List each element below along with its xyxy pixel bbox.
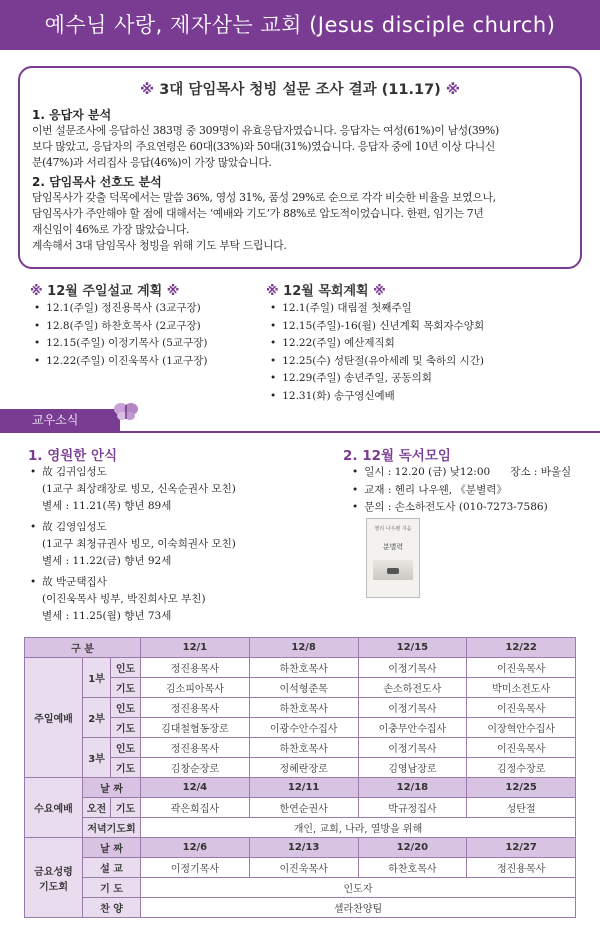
list-item: • 12.31(화) 송구영신예배 [270, 388, 484, 406]
friday-service-label: 금요성령 기도회 [25, 838, 83, 918]
table-cell: 이진욱목사 [249, 858, 358, 878]
table-cell: 이진욱목사 [467, 658, 576, 678]
sermon-plan-title: ※ 12월 주일설교 계획 ※ [30, 284, 180, 299]
role-label: 기도 [111, 678, 141, 698]
church-banner: 예수님 사랑, 제자삼는 교회 (Jesus disciple church) [0, 0, 600, 50]
reading-title: 2. 12월 독서모임 [343, 448, 451, 464]
table-cell: 이진욱목사 [467, 738, 576, 758]
date-label: 날 짜 [83, 778, 141, 798]
table-header-date: 12/22 [467, 638, 576, 658]
list-item: • 故 박군택집사 (이진욱목사 빙부, 박진희사모 부친) 별세 : 11.25(월) 향년 73세 [30, 574, 330, 625]
table-cell: 이정기목사 [358, 658, 467, 678]
table-cell: 정진용목사 [141, 658, 250, 678]
list-item: • 故 김영임성도 (1교구 최청규권사 빙모, 이숙희권사 모친) 별세 : 11.22(금) 향년 92세 [30, 519, 330, 570]
list-item: • 일시 : 12.20 (금) 낮12:00 장소 : 바울실 [352, 464, 571, 482]
role-label: 설 교 [83, 858, 141, 878]
table-cell: 인도자 [141, 878, 576, 898]
table-cell: 이충무안수집사 [358, 718, 467, 738]
table-cell: 김영남장로 [358, 758, 467, 778]
table-cell: 개인, 교회, 나라, 열방을 위해 [141, 818, 576, 838]
table-header-date: 12/6 [141, 838, 250, 858]
table-cell: 이진욱목사 [467, 698, 576, 718]
table-cell: 박규정집사 [358, 798, 467, 818]
farewell-list [30, 464, 330, 629]
table-cell: 이정기목사 [141, 858, 250, 878]
table-header-date: 12/25 [467, 778, 576, 798]
role-label: 기 도 [83, 878, 141, 898]
table-cell: 박미소전도사 [467, 678, 576, 698]
survey-section-2-text: 담임목사가 갖출 덕목에서는 말씀 36%, 영성 31%, 품성 29%로 순으로 각각 비슷한 비율을 보였으나, 담임목사가 주안해야 할 점에 대해서는 ‘예배와 기도’가 88%로 압도적이었습니다. 한편, 임기는 7년 재신임이 46%로 가장 많았습니다. 계속해서 3대 담임목사 청빙을 위해 기도 부탁 드립니다. [32, 191, 496, 252]
sunday-service-label: 주일예배 [25, 658, 83, 778]
list-item: • 교재 : 헨리 나우웬, 《분별력》 [352, 482, 571, 500]
ministry-plan-title: ※ 12월 목회계획 ※ [266, 284, 386, 299]
table-header-date: 12/27 [467, 838, 576, 858]
table-cell: 정혜란장로 [249, 758, 358, 778]
table-cell: 이정기목사 [358, 738, 467, 758]
table-cell: 이장혁안수집사 [467, 718, 576, 738]
role-label: 인도 [111, 738, 141, 758]
list-item: • 故 김귀임성도 (1교구 최상래장로 빙모, 신옥순권사 모친) 별세 : 11.21(목) 향년 89세 [30, 464, 330, 515]
table-header-date: 12/11 [249, 778, 358, 798]
survey-section-2-heading: 2. 담임목사 선호도 분석 [32, 175, 162, 189]
wednesday-service-label: 수요예배 [25, 778, 83, 838]
table-cell: 성탄절 [467, 798, 576, 818]
book-cover-image [373, 560, 413, 580]
table-cell: 정진용목사 [141, 698, 250, 718]
table-cell: 한연순권사 [249, 798, 358, 818]
butterfly-icon [113, 400, 139, 422]
role-label: 찬 양 [83, 898, 141, 918]
table-header-date: 12/13 [249, 838, 358, 858]
survey-title: ※ 3대 담임목사 청빙 설문 조사 결과 (11.17) ※ [140, 82, 460, 98]
survey-box [18, 66, 582, 269]
table-cell: 셀라찬양팀 [141, 898, 576, 918]
role-label: 기도 [111, 718, 141, 738]
book-cover: 헨리 나우웬 지음 분별력 [366, 518, 420, 598]
table-header-date: 12/20 [358, 838, 467, 858]
sermon-plan-list [34, 300, 207, 370]
list-item: • 12.1(주일) 대림절 첫째주일 [270, 300, 484, 318]
table-cell: 하찬호목사 [249, 658, 358, 678]
list-item: • 문의 : 손소하전도사 (010-7273-7586) [352, 499, 571, 517]
reading-info-list [352, 464, 571, 517]
list-item: • 12.29(주일) 송년주일, 공동의회 [270, 370, 484, 388]
list-item: • 12.8(주일) 하찬호목사 (2교구장) [34, 318, 207, 336]
table-cell: 손소하전도사 [358, 678, 467, 698]
table-header-date: 12/8 [249, 638, 358, 658]
farewell-title: 1. 영원한 안식 [28, 448, 118, 464]
role-label: 인도 [111, 658, 141, 678]
part-label: 1부 [83, 658, 111, 698]
table-cell: 정진용목사 [141, 738, 250, 758]
wed-am-label: 오전 [83, 798, 111, 818]
table-header-date: 12/1 [141, 638, 250, 658]
list-item: • 12.15(주일)-16(월) 신년계획 목회자수양회 [270, 318, 484, 336]
table-cell: 하찬호목사 [358, 858, 467, 878]
table-header-date: 12/18 [358, 778, 467, 798]
worship-schedule-table [24, 637, 576, 918]
table-cell: 김정수장로 [467, 758, 576, 778]
table-cell: 김소피아목사 [141, 678, 250, 698]
list-item: • 12.1(주일) 정진용목사 (3교구장) [34, 300, 207, 318]
table-header-date: 12/15 [358, 638, 467, 658]
list-item: • 12.22(주일) 이진욱목사 (1교구장) [34, 353, 207, 371]
date-label: 날 짜 [83, 838, 141, 858]
table-cell: 하찬호목사 [249, 698, 358, 718]
section-divider [0, 431, 600, 433]
table-cell: 정진용목사 [467, 858, 576, 878]
evening-prayer-label: 저녁기도회 [83, 818, 141, 838]
list-item: • 12.15(주일) 이정기목사 (5교구장) [34, 335, 207, 353]
table-header-date: 12/4 [141, 778, 250, 798]
role-label: 기도 [111, 758, 141, 778]
table-header-label: 구 분 [25, 638, 141, 658]
news-section-tab: 교우소식 [0, 409, 120, 431]
part-label: 3부 [83, 738, 111, 778]
survey-section-1-text: 이번 설문조사에 응답하신 383명 중 309명이 유효응답자였습니다. 응답자는 여성(61%)이 남성(39%) 보다 많았고, 응답자의 주요연령은 60대(33%)와 50대(31%)였습니다. 응답자 중에 10년 이상 다니신 분(47%)과 서리집사 응답(46%)이 가장 많았습니다. [32, 124, 499, 169]
survey-section-1-heading: 1. 응답자 분석 [32, 108, 112, 122]
table-cell: 김대철협동장로 [141, 718, 250, 738]
ministry-plan-list [270, 300, 484, 405]
table-cell: 김창순장로 [141, 758, 250, 778]
role-label: 기도 [111, 798, 141, 818]
table-cell: 이광수안수집사 [249, 718, 358, 738]
list-item: • 12.22(주일) 예산제직회 [270, 335, 484, 353]
list-item: • 12.25(수) 성탄절(유아세례 및 축하의 시간) [270, 353, 484, 371]
part-label: 2부 [83, 698, 111, 738]
table-cell: 이정기목사 [358, 698, 467, 718]
table-cell: 이석형준목 [249, 678, 358, 698]
table-cell: 하찬호목사 [249, 738, 358, 758]
table-cell: 곽은희집사 [141, 798, 250, 818]
role-label: 인도 [111, 698, 141, 718]
